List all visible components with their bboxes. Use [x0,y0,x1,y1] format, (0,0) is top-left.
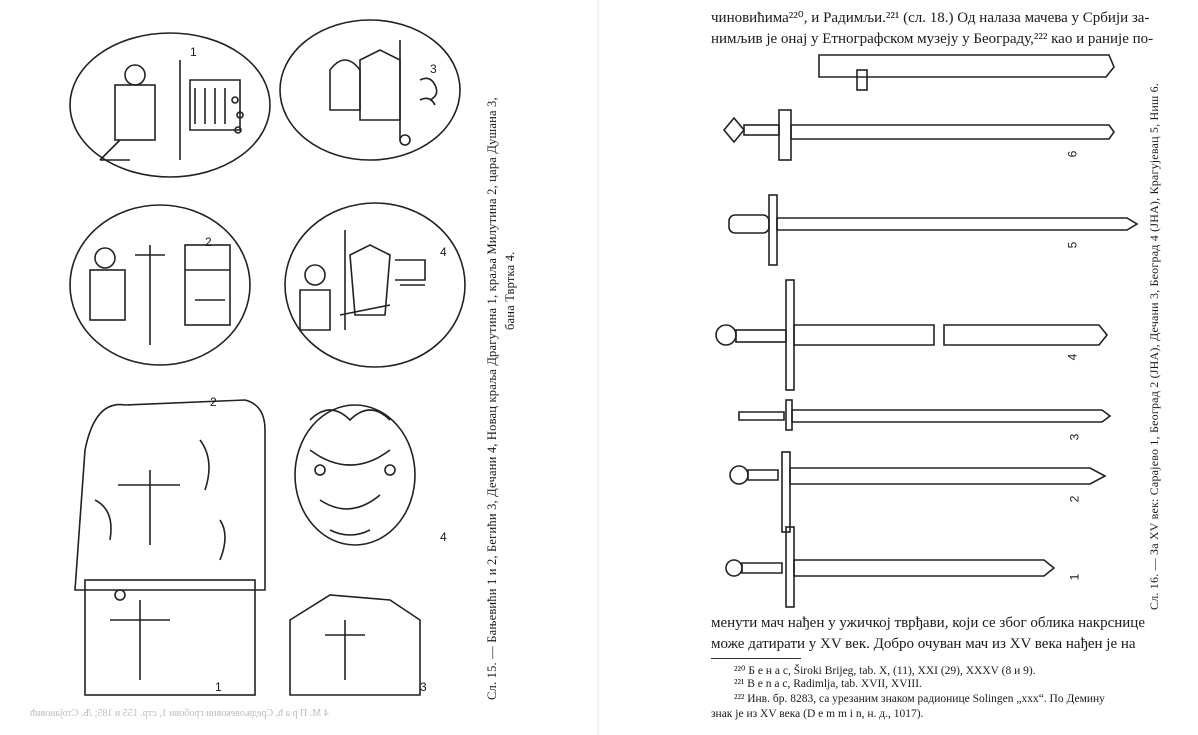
stone-1-number: 2 [210,395,217,409]
figure-16-caption: Сл. 16. — За XV век: Сарајево 1, Београд 2 (ЈНА), Дечани 3, Београд 4 (ЈНА), Крагујевац 5, Ниш 6. [1147,82,1161,610]
right-page [599,0,1198,735]
coin-3-drawing [280,20,460,160]
figure-15-caption-line2: бана Твртка 4. [503,251,517,330]
coin-2-number: 2 [205,235,212,249]
sword-6-drawing [819,55,1114,90]
footnote-220: ²²⁰ Б е н а с, Široki Brijeg, tab. X, (11), XXI (29), XXXV (8 и 9). [734,665,1036,677]
footnote-rule [711,658,801,659]
figure-15-caption-line1: Сл. 15. — Бањевићи 1 и 2, Бегићи 3, Дечани 4, Новац краља Драгутина 1, краља Милутина 2, цара Душана 3, [485,97,499,700]
coin-4-number: 4 [440,245,447,259]
coin-2-drawing [70,205,250,365]
footnote-222: ²²² Инв. бр. 8283, са урезаним знаком радионице Solingen „xxx“. По Демину [734,693,1105,705]
sword-3-number: 3 [1067,433,1082,441]
body-line-1: чиновићима²²⁰, и Радимљи.²²¹ (сл. 18.) Од налаза мачева у Србији за- [711,10,1150,26]
ornament-drawing [295,405,415,545]
body-line-4: може датирати у XV век. Добро очуван мач из XV века нађен је на [711,636,1136,652]
ornament-number: 4 [440,530,447,544]
sword-4-drawing [716,280,1107,390]
stone-3-number: 3 [420,680,427,694]
coin-3-number: 3 [430,62,437,76]
stone-2-number: 1 [215,680,222,694]
sword-3-drawing [739,400,1110,430]
body-line-2: нимљив је онај у Етнографском музеју у Београду,²²² као и раније по- [711,31,1154,47]
coin-1-drawing [70,33,270,177]
body-line-3: менути мач нађен у ужичкој тврђави, који се због облика накрснице [711,615,1145,631]
sword-6b-drawing [724,110,1114,160]
tombstone-1-drawing [75,400,265,590]
coin-4-drawing [285,203,465,367]
coin-1-number: 1 [190,45,197,59]
sword-5-drawing [729,195,1137,265]
sword-1-number: 1 [1067,573,1082,581]
footnote-221: ²²¹ B e n a c, Radimlja, tab. XVII, XVIII. [734,678,922,690]
sword-1-drawing [726,527,1054,607]
tombstone-3-drawing [290,595,420,695]
bleed-through-text: 4 М. П р а ћ, Средњовековни гробови 1, стр. 155 и 185; Љ. Стојановић [30,708,329,719]
sword-5-number: 5 [1065,241,1080,249]
sword-2-number: 2 [1067,495,1082,503]
sword-2-drawing [730,452,1105,532]
footnote-222-cont: знак је из XV века (D e m m i n, н. д., 1017). [711,708,924,720]
sword-6-number: 6 [1065,150,1080,158]
tombstone-2-drawing [85,580,255,695]
sword-4-number: 4 [1065,353,1080,361]
